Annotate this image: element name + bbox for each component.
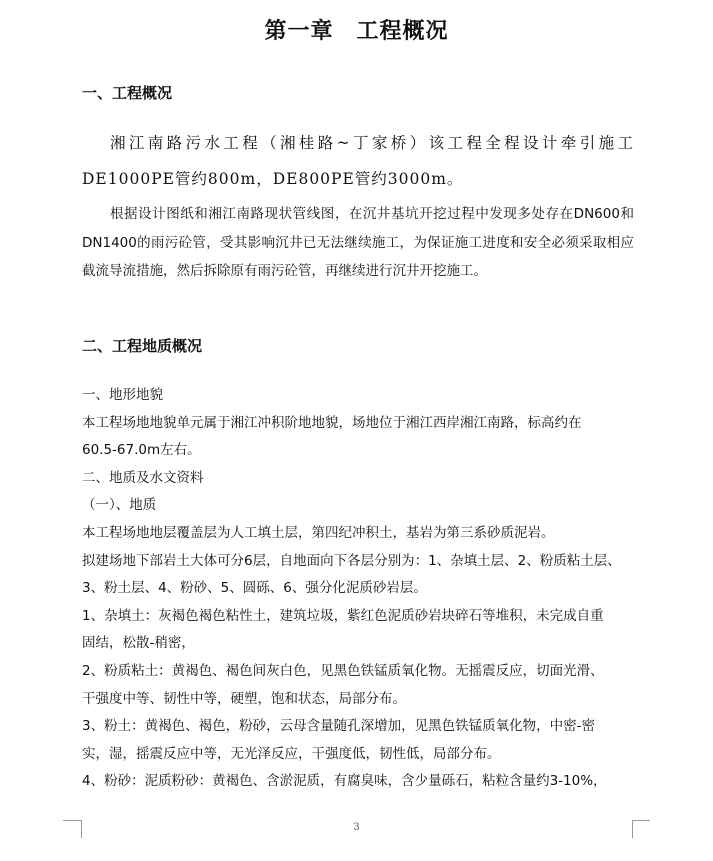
geology-line: 本工程场地地层覆盖层为人工填土层，第四纪冲积土，基岩为第三系砂质泥岩。 [82, 525, 555, 541]
geology-line: 干强度中等、韧性中等，硬塑，饱和状态，局部分布。 [82, 690, 406, 707]
chapter-title: 第一章 工程概况 [264, 18, 449, 44]
geology-line: 1、杂填土：灰褐色褐色粘性土，建筑垃圾，紫红色泥质砂岩块碎石等堆积，未完成自重 [82, 607, 604, 624]
geology-line: 3、粉土：黄褐色、褐色，粉砂，云母含量随孔深增加，见黑色铁锰质氧化物，中密-密 [82, 718, 595, 735]
section-heading-geology: 二、工程地质概况 [82, 337, 203, 355]
geology-line: 固结，松散-稍密， [82, 635, 195, 652]
page-corner-mark-left-top [63, 820, 81, 821]
geology-line: 一、地形地貌 [82, 387, 163, 403]
geology-line: 拟建场地下部岩土大体可分6层，自地面向下各层分别为：1、杂填土层、2、粉质粘土层、 [82, 552, 621, 569]
page-corner-mark-right-top [632, 820, 650, 821]
geology-line: 2、粉质粘土：黄褐色、褐色间灰白色，见黑色铁锰质氧化物。无摇震反应，切面光滑、 [82, 663, 604, 679]
geology-line: 二、地质及水文资料 [82, 469, 204, 486]
geology-line: 本工程场地地貌单元属于湘江冲积阶地地貌，场地位于湘江西岸湘江南路，标高约在 [82, 414, 582, 431]
geology-line: 实，湿，摇震反应中等，无光泽反应，干强度低，韧性低，局部分布。 [82, 745, 501, 762]
section-heading-overview: 一、工程概况 [82, 84, 173, 102]
geology-line: 3、粉土层、4、粉砂、5、圆砾、6、强分化泥质砂岩层。 [82, 580, 427, 597]
page-number: 3 [353, 822, 360, 833]
geology-line: 4、粉砂：泥质粉砂：黄褐色、含淤泥质，有腐臭味，含少量砾石，粘粒含量约3-10%， [82, 773, 607, 790]
geology-line: （一）、地质 [82, 497, 157, 514]
overview-body-paragraph: 根据设计图纸和湘江南路现状管线图，在沉井基坑开挖过程中发现多处存在DN600和DN1400的雨污砼管，受其影响沉井已无法继续施工，为保证施工进度和安全必须采取相应截流导流措施，然后拆除原有雨污砼管，再继续进行沉井开挖施工。 [82, 206, 634, 279]
overview-intro-paragraph: 湘江南路污水工程（湘桂路~丁家桥）该工程全程设计牵引施工DE1000PE管约800m，DE800PE管约3000m。 [82, 134, 634, 188]
geology-line: 60.5-67.0m左右。 [82, 442, 201, 459]
